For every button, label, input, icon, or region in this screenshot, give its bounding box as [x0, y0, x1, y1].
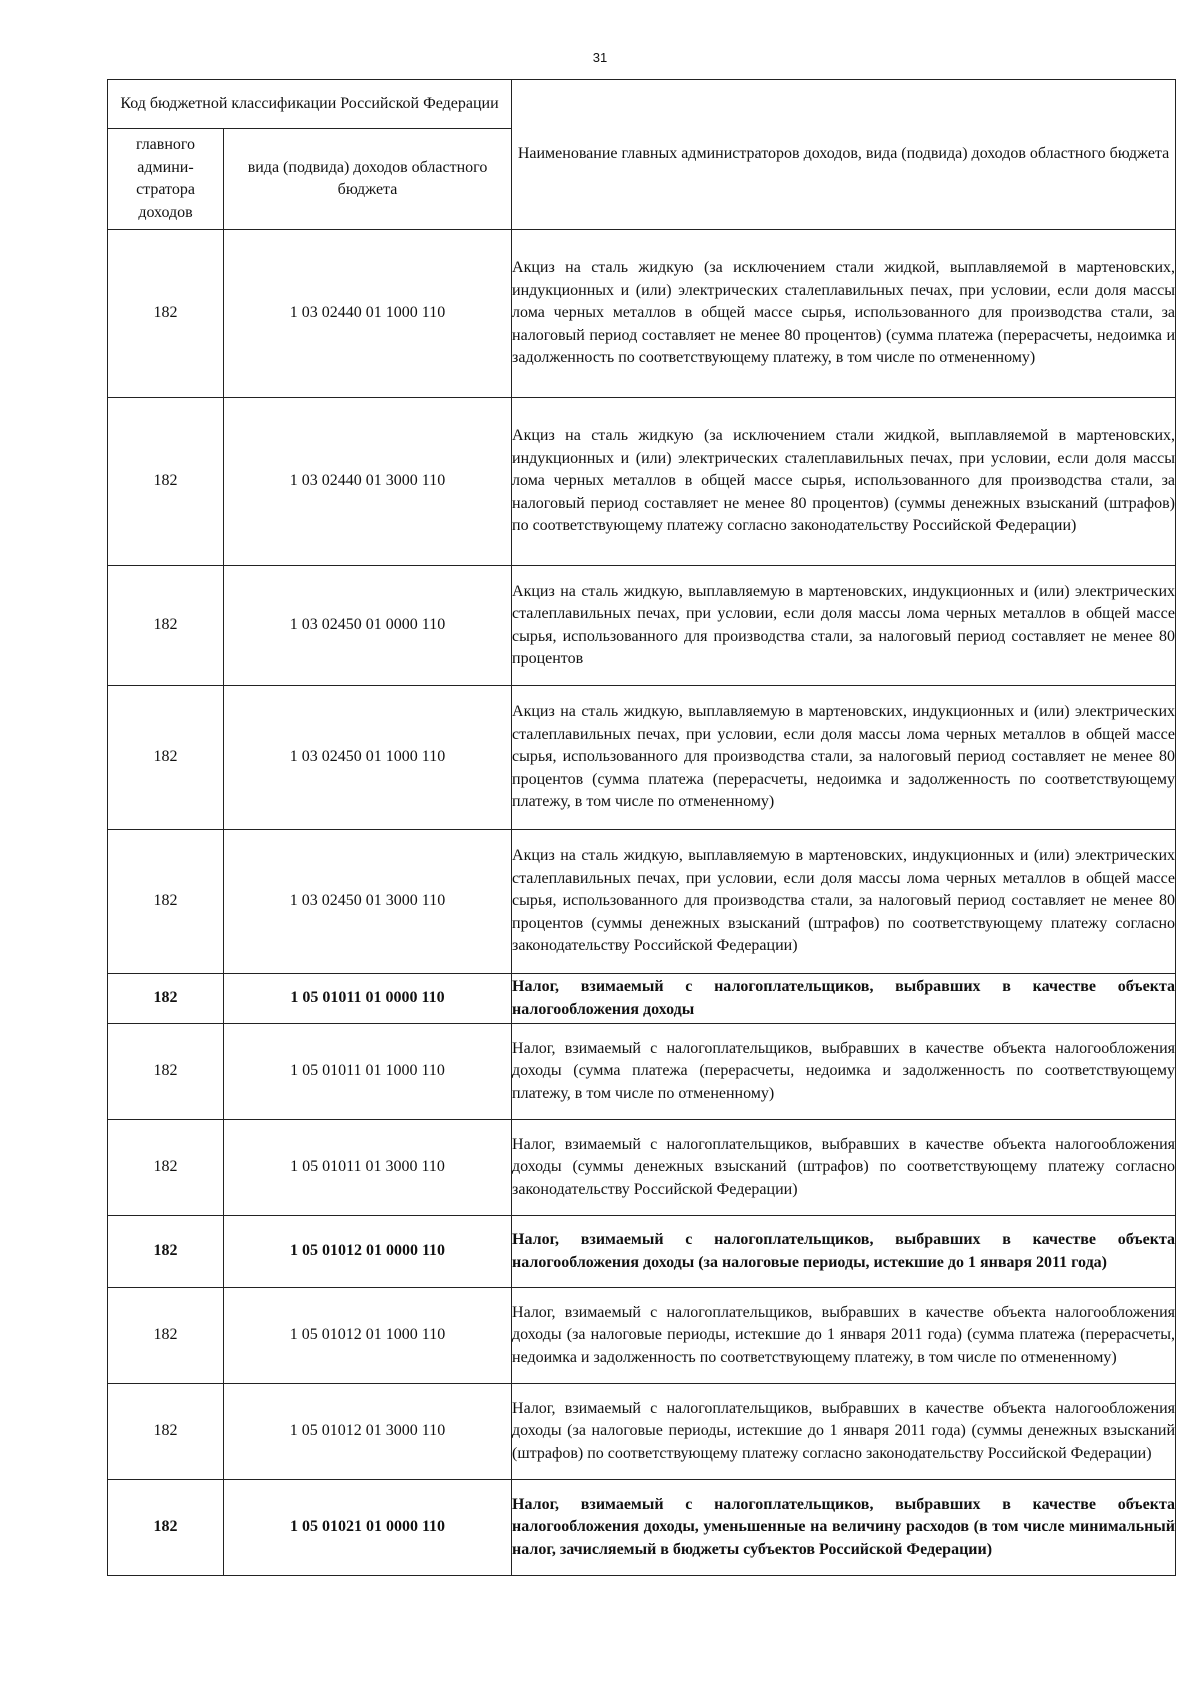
income-name-cell: Налог, взимаемый с налогоплательщиков, выбравших в качестве объекта налогообложения доходы, уменьшенные на величину расходов (в том числе минимальный налог, зачисляемый в бюджеты субъектов Российской Федерации) — [512, 1480, 1176, 1576]
admin-code-cell: 182 — [108, 686, 224, 830]
income-name-cell: Акциз на сталь жидкую (за исключением стали жидкой, выплавляемой в мартеновских, индукционных и (или) электрических сталеплавильных печах, при условии, если доля массы лома черных металлов в общей массе сырья, использованного для производства стали, за налоговый период составляет не менее 80 процентов) (суммы денежных взысканий (штрафов) по соответствующему платежу согласно законодательству Российской Федерации) — [512, 398, 1176, 566]
admin-code-cell: 182 — [108, 974, 224, 1024]
income-name-cell: Акциз на сталь жидкую, выплавляемую в мартеновских, индукционных и (или) электрических сталеплавильных печах, при условии, если доля массы лома черных металлов в общей массе сырья, использованного для производства стали, за налоговый период составляет не менее 80 процентов (суммы денежных взысканий (штрафов) по соответствующему платежу согласно законодательству Российской Федерации) — [512, 830, 1176, 974]
table-header-row — [108, 80, 1176, 129]
admin-code-cell: 182 — [108, 830, 224, 974]
income-name-cell: Налог, взимаемый с налогоплательщиков, выбравших в качестве объекта налогообложения доходы (суммы денежных взысканий (штрафов) по соответствующему платежу согласно законодательству Российской Федерации) — [512, 1120, 1176, 1216]
income-code-cell: 1 03 02450 01 0000 110 — [224, 566, 512, 686]
header-code: вида (подвида) доходов областного бюджета — [224, 129, 512, 230]
income-name-cell: Налог, взимаемый с налогоплательщиков, выбравших в качестве объекта налогообложения доходы (за налоговые периоды, истекшие до 1 января 2011 года) (сумма платежа (перерасчеты, недоимка и задолженность по соответствующему платежу, в том числе по отмененному) — [512, 1288, 1176, 1384]
income-code-cell: 1 05 01011 01 3000 110 — [224, 1120, 512, 1216]
page-number: 31 — [592, 50, 608, 65]
income-name-cell: Налог, взимаемый с налогоплательщиков, выбравших в качестве объекта налогообложения доходы (за налоговые периоды, истекшие до 1 января 2011 года) (суммы денежных взысканий (штрафов) по соответствующему платежу согласно законодательству Российской Федерации) — [512, 1384, 1176, 1480]
admin-code-cell: 182 — [108, 566, 224, 686]
income-name-cell: Акциз на сталь жидкую, выплавляемую в мартеновских, индукционных и (или) электрических сталеплавильных печах, при условии, если доля массы лома черных металлов в общей массе сырья, использованного для производства стали, за налоговый период составляет не менее 80 процентов — [512, 566, 1176, 686]
table-row — [108, 1216, 1176, 1288]
table-row — [108, 686, 1176, 830]
income-code-cell: 1 03 02440 01 3000 110 — [224, 398, 512, 566]
table-row — [108, 1384, 1176, 1480]
income-name-cell: Налог, взимаемый с налогоплательщиков, выбравших в качестве объекта налогообложения доходы — [512, 974, 1176, 1024]
income-code-cell: 1 05 01011 01 1000 110 — [224, 1024, 512, 1120]
header-kbk: Код бюджетной классификации Российской Федерации — [108, 80, 512, 129]
income-code-cell: 1 05 01012 01 3000 110 — [224, 1384, 512, 1480]
table-row — [108, 1024, 1176, 1120]
income-name-cell: Налог, взимаемый с налогоплательщиков, выбравших в качестве объекта налогообложения доходы (сумма платежа (перерасчеты, недоимка и задолженность по соответствующему платежу, в том числе по отмененному) — [512, 1024, 1176, 1120]
table-row — [108, 1120, 1176, 1216]
table-row — [108, 1288, 1176, 1384]
table-row — [108, 974, 1176, 1024]
admin-code-cell: 182 — [108, 1216, 224, 1288]
table-body — [108, 230, 1176, 1576]
header-admin: главного админи-стратора доходов — [108, 129, 224, 230]
income-code-cell: 1 03 02450 01 3000 110 — [224, 830, 512, 974]
table-row — [108, 230, 1176, 398]
income-name-cell: Акциз на сталь жидкую, выплавляемую в мартеновских, индукционных и (или) электрических сталеплавильных печах, при условии, если доля массы лома черных металлов в общей массе сырья, использованного для производства стали, за налоговый период составляет не менее 80 процентов (сумма платежа (перерасчеты, недоимка и задолженность по соответствующему платежу, в том числе по отмененному) — [512, 686, 1176, 830]
admin-code-cell: 182 — [108, 398, 224, 566]
budget-classification-table — [107, 79, 1176, 1576]
header-name: Наименование главных администраторов доходов, вида (подвида) доходов областного бюджета — [512, 80, 1176, 230]
table-row — [108, 398, 1176, 566]
income-code-cell: 1 03 02440 01 1000 110 — [224, 230, 512, 398]
table-row — [108, 566, 1176, 686]
admin-code-cell: 182 — [108, 1384, 224, 1480]
admin-code-cell: 182 — [108, 1480, 224, 1576]
income-code-cell: 1 05 01021 01 0000 110 — [224, 1480, 512, 1576]
income-code-cell: 1 03 02450 01 1000 110 — [224, 686, 512, 830]
income-name-cell: Акциз на сталь жидкую (за исключением стали жидкой, выплавляемой в мартеновских, индукционных и (или) электрических сталеплавильных печах, при условии, если доля массы лома черных металлов в общей массе сырья, использованного для производства стали, за налоговый период составляет не менее 80 процентов) (сумма платежа (перерасчеты, недоимка и задолженность по соответствующему платежу, в том числе по отмененному) — [512, 230, 1176, 398]
admin-code-cell: 182 — [108, 1120, 224, 1216]
admin-code-cell: 182 — [108, 230, 224, 398]
admin-code-cell: 182 — [108, 1288, 224, 1384]
income-name-cell: Налог, взимаемый с налогоплательщиков, выбравших в качестве объекта налогообложения доходы (за налоговые периоды, истекшие до 1 января 2011 года) — [512, 1216, 1176, 1288]
income-code-cell: 1 05 01012 01 0000 110 — [224, 1216, 512, 1288]
income-code-cell: 1 05 01012 01 1000 110 — [224, 1288, 512, 1384]
table-row — [108, 830, 1176, 974]
admin-code-cell: 182 — [108, 1024, 224, 1120]
income-code-cell: 1 05 01011 01 0000 110 — [224, 974, 512, 1024]
table-row — [108, 1480, 1176, 1576]
